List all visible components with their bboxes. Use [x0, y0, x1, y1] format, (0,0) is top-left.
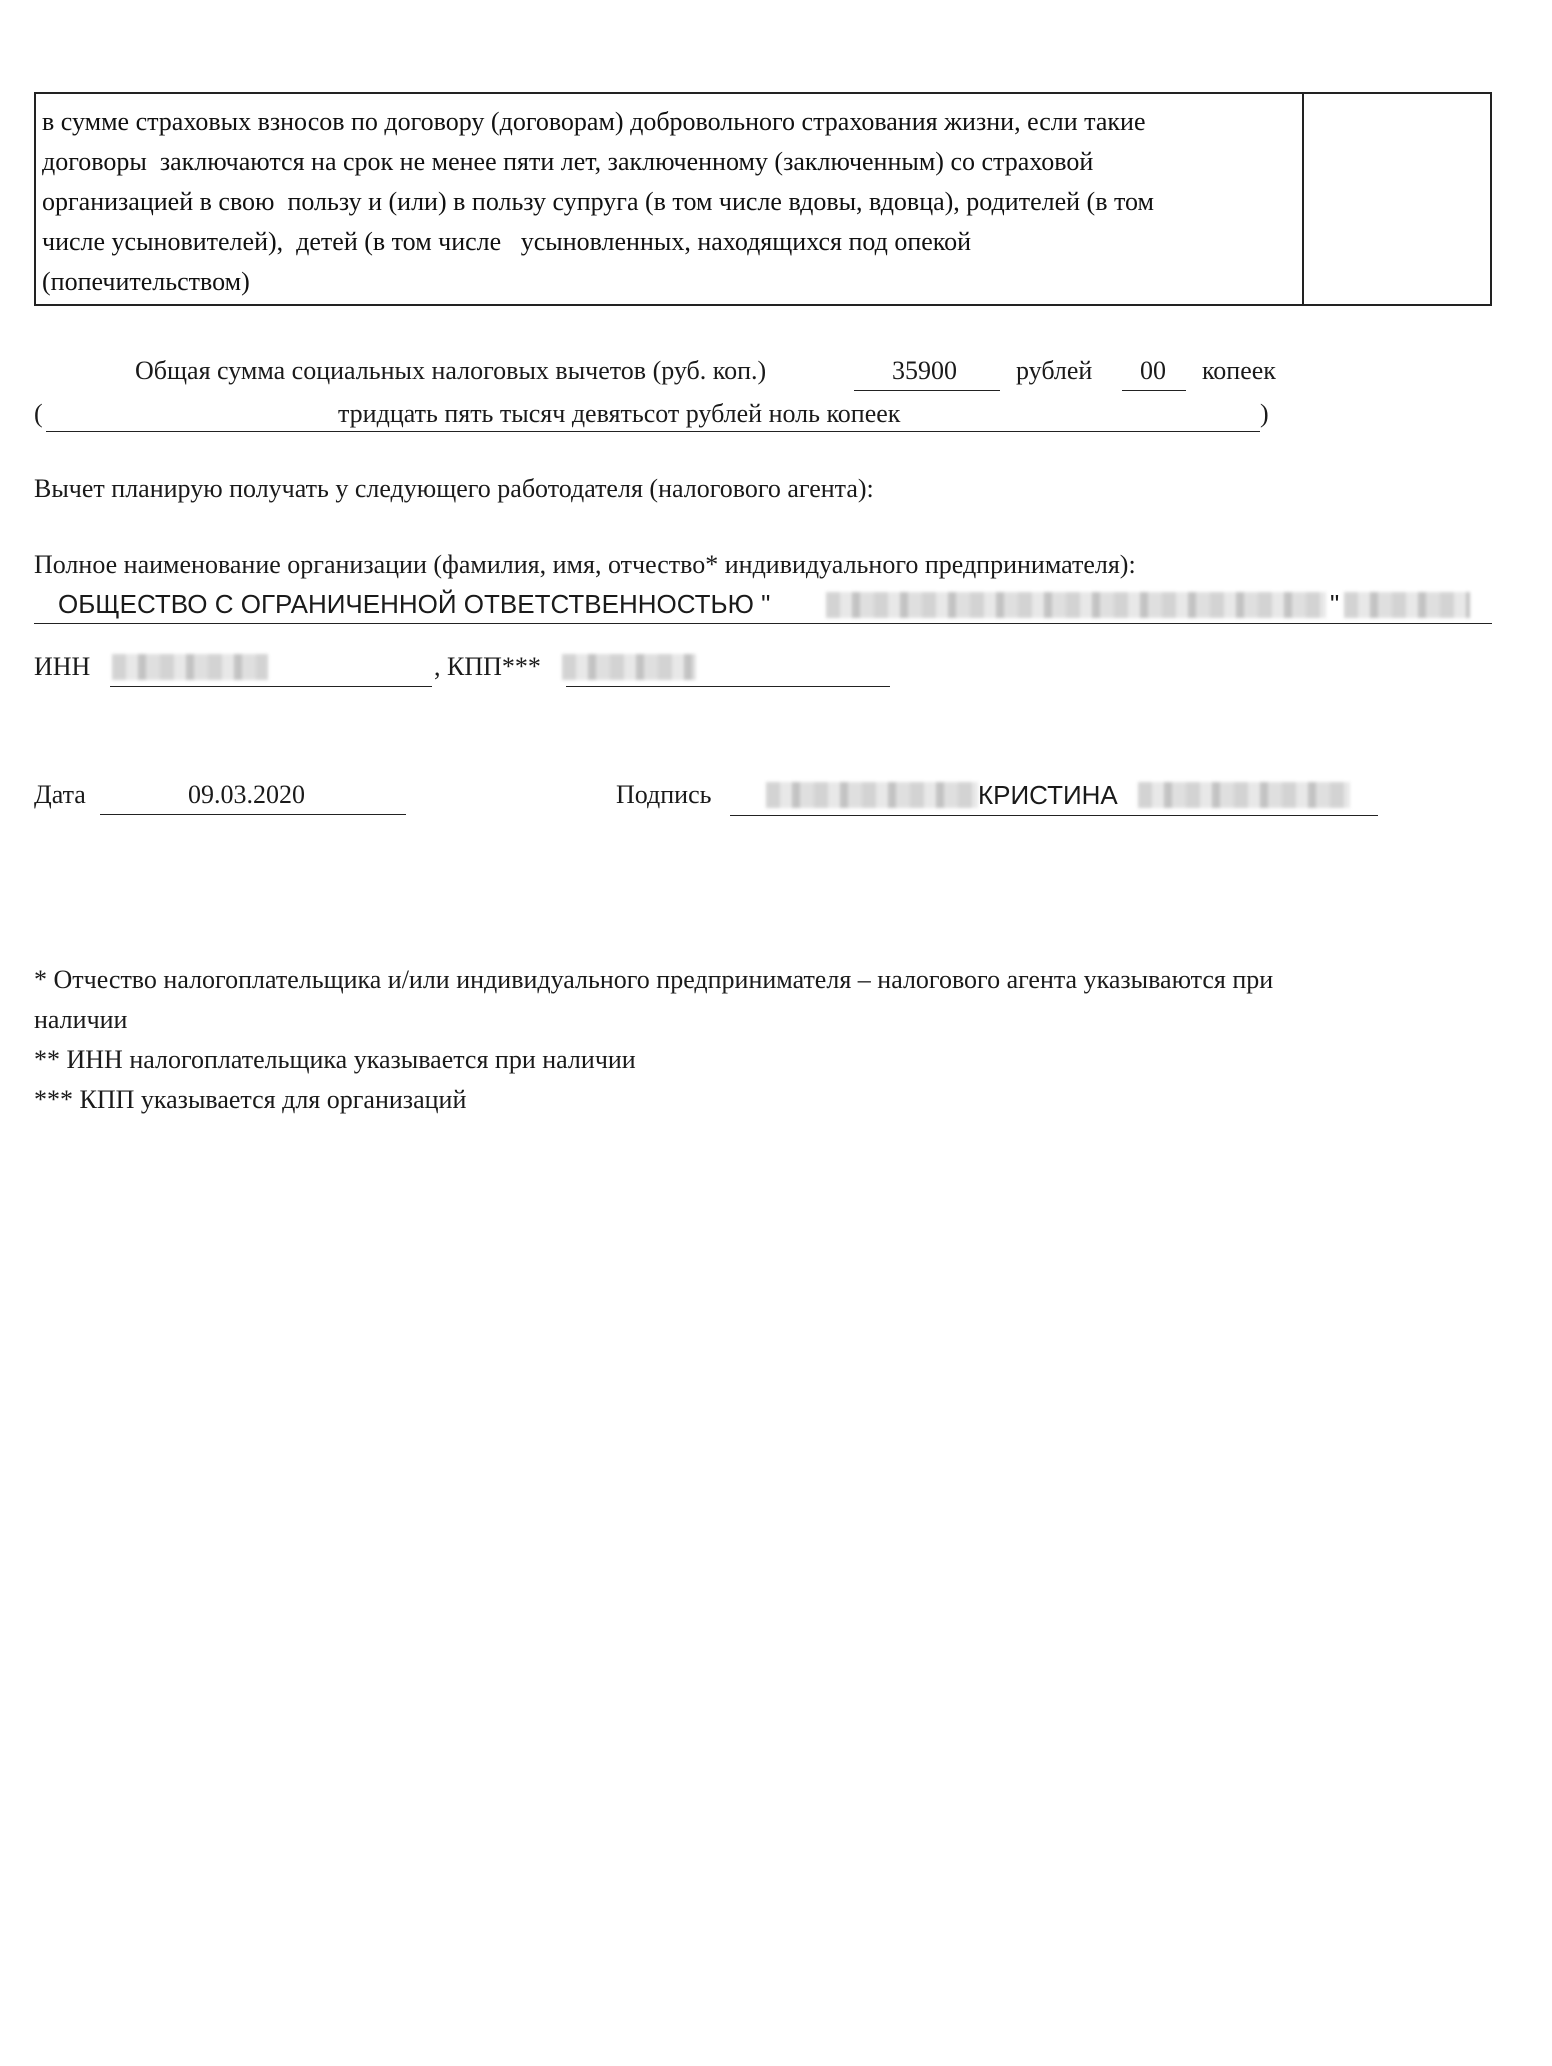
total-deduction-label: Общая сумма социальных налоговых вычетов (руб. коп.)	[135, 356, 767, 385]
rubles-label: рублей	[1016, 356, 1093, 385]
date-value: 09.03.2020	[188, 780, 305, 809]
footnote-1-line-2: наличии	[34, 1005, 128, 1034]
redacted-patronymic	[1138, 782, 1350, 808]
footnote-1-line-1: * Отчество налогоплательщика и/или индивидуального предпринимателя – налогового агента указываются при	[34, 965, 1274, 994]
footnote-3: *** КПП указывается для организаций	[34, 1085, 467, 1114]
inn-label: ИНН	[34, 652, 91, 681]
kopeks-underline	[1122, 390, 1186, 391]
amount-in-words-underline	[46, 431, 1260, 432]
kpp-underline	[566, 686, 890, 687]
kpp-label: , КПП***	[434, 652, 541, 681]
table-text-line: числе усыновителей), детей (в том числе усыновленных, находящихся под опекой	[42, 227, 972, 256]
redacted-surname	[766, 782, 978, 808]
signature-name: КРИСТИНА	[978, 780, 1118, 810]
kopeks-label: копеек	[1202, 356, 1276, 385]
org-name-quote-close: "	[1330, 589, 1340, 619]
footnote-2: ** ИНН налогоплательщика указывается при наличии	[34, 1045, 636, 1074]
redacted-inn	[112, 654, 268, 680]
table-text-line: в сумме страховых взносов по договору (договорам) добровольного страхования жизни, если такие	[42, 107, 1146, 136]
rubles-underline	[854, 390, 1000, 391]
table-text-line: (попечительством)	[42, 267, 250, 296]
close-paren: )	[1260, 399, 1269, 428]
amount-in-words: тридцать пять тысяч девятьсот рублей ноль копеек	[338, 399, 901, 428]
table-column-divider	[1302, 92, 1304, 306]
date-label: Дата	[34, 780, 86, 809]
open-paren: (	[34, 399, 43, 428]
redacted-org-name-tail	[1344, 592, 1470, 618]
table-text-line: организацией в свою пользу и (или) в пользу супруга (в том числе вдовы, вдовца), родителей (в том	[42, 187, 1154, 216]
signature-label: Подпись	[616, 780, 712, 809]
inn-underline	[110, 686, 432, 687]
redacted-kpp	[562, 654, 696, 680]
signature-underline	[730, 815, 1378, 816]
org-name-underline	[34, 623, 1492, 624]
kopeks-value: 00	[1140, 356, 1166, 385]
org-name: ОБЩЕСТВО С ОГРАНИЧЕННОЙ ОТВЕТСТВЕННОСТЬЮ "	[58, 589, 771, 619]
employer-intro: Вычет планирую получать у следующего работодателя (налогового агента):	[34, 474, 874, 503]
redacted-org-name	[826, 592, 1326, 618]
org-name-label: Полное наименование организации (фамилия, имя, отчество* индивидуального предпринимателя):	[34, 550, 1136, 579]
date-underline	[100, 814, 406, 815]
table-text-line: договоры заключаются на срок не менее пяти лет, заключенному (заключенным) со страховой	[42, 147, 1094, 176]
rubles-value: 35900	[892, 356, 957, 385]
